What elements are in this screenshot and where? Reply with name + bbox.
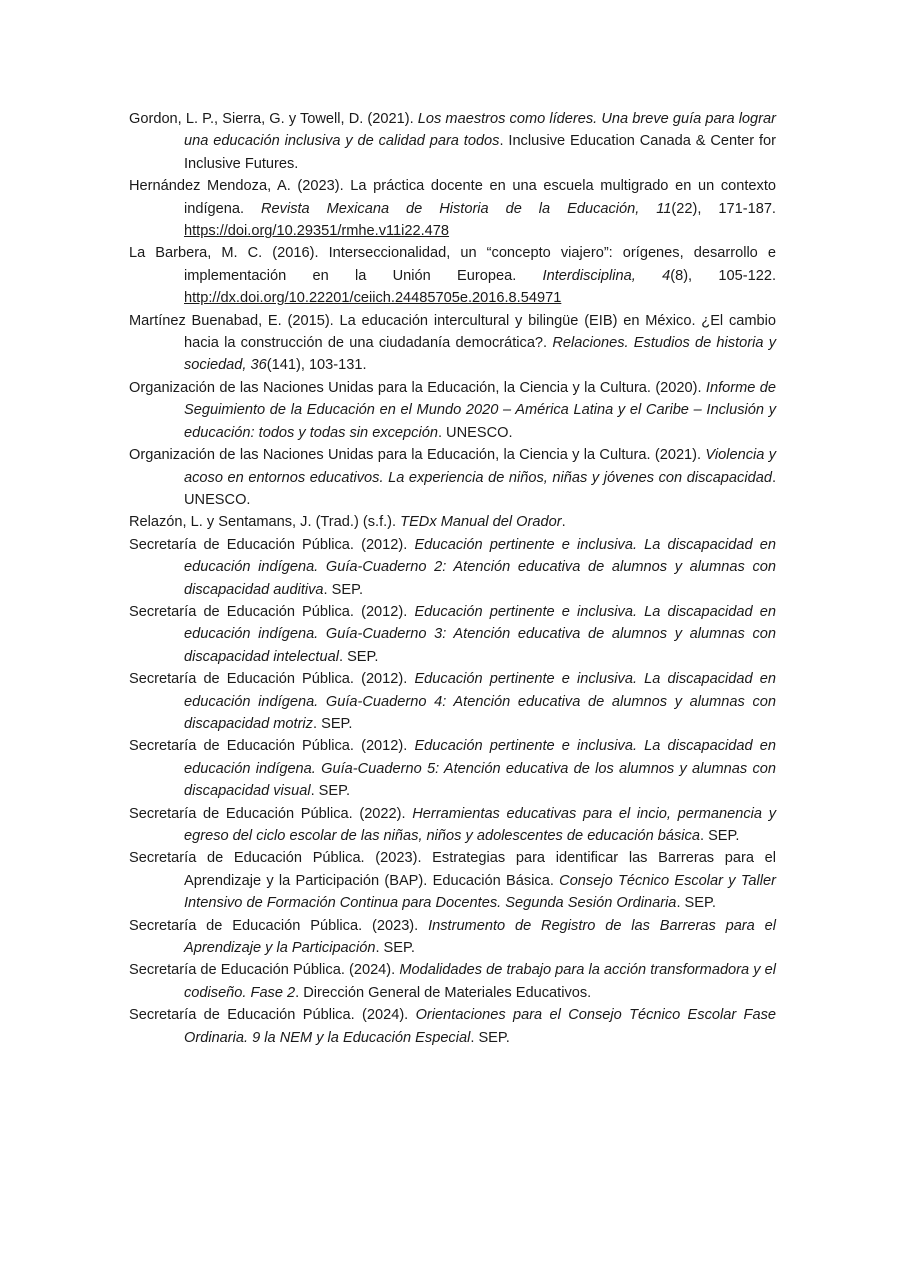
reference-text: Organización de las Naciones Unidas para la Educación, la Ciencia y la Cultura. (2020). bbox=[129, 379, 706, 396]
reference-title: Revista Mexicana de Historia de la Educación, 11 bbox=[261, 200, 672, 217]
reference-text: . UNESCO. bbox=[437, 424, 513, 441]
reference-title: Los maestros como líderes. Una breve guía para lograr una educación inclusiva y de calidad para todos bbox=[184, 111, 776, 150]
reference-title: Orientaciones para el Consejo Técnico Escolar Fase Ordinaria. 9 la NEM y la Educación Especial bbox=[184, 1007, 776, 1046]
reference-text: (141), 103-131. bbox=[266, 357, 367, 374]
reference-title: Consejo Técnico Escolar y Taller Intensivo de Formación Continua para Docentes. Segunda Sesión Ordinaria bbox=[184, 872, 776, 912]
reference-entry bbox=[129, 511, 776, 533]
reference-entry bbox=[129, 444, 776, 511]
reference-title: Educación pertinente e inclusiva. La discapacidad en educación indígena. Guía-Cuaderno 5: Atención educativa de los alumnos y alumnas con discapacidad visual bbox=[184, 738, 776, 800]
reference-text: . Inclusive Education Canada & Center for Inclusive Futures. bbox=[184, 133, 777, 172]
reference-entry bbox=[129, 847, 776, 914]
reference-text: Secretaría de Educación Pública. (2024). bbox=[129, 1007, 416, 1024]
reference-title: TEDx Manual del Orador bbox=[400, 514, 562, 531]
reference-text: Gordon, L. P., Sierra, G. y Towell, D. (2021). bbox=[129, 111, 418, 127]
reference-text: Secretaría de Educación Pública. (2023). Estrategias para identificar las Barreras para el Aprendizaje y la Participación (BAP). Educación Básica. bbox=[129, 850, 776, 889]
reference-entry bbox=[129, 242, 776, 309]
reference-text: Hernández Mendoza, A. (2023). La práctica docente en una escuela multigrado en un contexto indígena. bbox=[129, 178, 776, 217]
reference-text: . SEP. bbox=[323, 581, 364, 598]
reference-entry bbox=[129, 108, 776, 175]
reference-text: . SEP. bbox=[310, 783, 351, 800]
reference-entry bbox=[129, 601, 776, 668]
reference-entry bbox=[129, 175, 776, 242]
reference-title: Interdisciplina, 4 bbox=[542, 267, 671, 284]
reference-entry bbox=[129, 959, 776, 1004]
reference-text: Secretaría de Educación Pública. (2022). bbox=[129, 805, 413, 822]
reference-entry bbox=[129, 668, 776, 735]
reference-text: (22), 171-187. bbox=[671, 200, 776, 217]
reference-entry bbox=[129, 915, 776, 960]
reference-text: . SEP. bbox=[470, 1029, 510, 1046]
reference-entry bbox=[129, 534, 776, 601]
reference-text: La Barbera, M. C. (2016). Interseccionalidad, un “concepto viajero”: orígenes, desarrollo e implementación en la Unión Europea. bbox=[129, 245, 776, 284]
reference-text: Secretaría de Educación Pública. (2012). bbox=[129, 671, 415, 688]
reference-text: Secretaría de Educación Pública. (2023). bbox=[129, 917, 429, 934]
reference-text: . UNESCO. bbox=[184, 469, 776, 508]
reference-title: Modalidades de trabajo para la acción transformadora y el codiseño. Fase 2 bbox=[184, 962, 776, 1001]
reference-text: . Dirección General de Materiales Educativos. bbox=[295, 984, 592, 1001]
reference-text: Relazón, L. y Sentamans, J. (Trad.) (s.f.). bbox=[129, 514, 401, 531]
reference-text: (8), 105-122. bbox=[670, 267, 776, 284]
reference-entry bbox=[129, 803, 776, 848]
reference-title: Instrumento de Registro de las Barreras para el Aprendizaje y la Participación bbox=[184, 917, 776, 957]
reference-title: Violencia y acoso en entornos educativos. La experiencia de niños, niñas y jóvenes con discapacidad bbox=[184, 447, 776, 486]
reference-text: Secretaría de Educación Pública. (2012). bbox=[129, 536, 415, 553]
reference-link[interactable]: http://dx.doi.org/10.22201/ceiich.24485705e.2016.8.54971 bbox=[184, 290, 562, 307]
reference-entry bbox=[129, 1004, 776, 1049]
reference-entry bbox=[129, 735, 776, 802]
reference-text: Organización de las Naciones Unidas para la Educación, la Ciencia y la Cultura. (2021). bbox=[129, 447, 706, 464]
reference-list bbox=[129, 108, 776, 1049]
reference-title: Herramientas educativas para el incio, permanencia y egreso del ciclo escolar de las niñas, niños y adolescentes de educación básica bbox=[184, 805, 776, 844]
reference-title: Educación pertinente e inclusiva. La discapacidad en educación indígena. Guía-Cuaderno 4: Atención educativa de alumnos y alumnas con discapacidad motriz bbox=[184, 671, 776, 732]
reference-entry bbox=[129, 377, 776, 444]
reference-text: . SEP. bbox=[375, 940, 415, 957]
reference-text: Secretaría de Educación Pública. (2024). bbox=[129, 962, 400, 979]
reference-title: Informe de Seguimiento de la Educación en el Mundo 2020 – América Latina y el Caribe – Inclusión y educación: todos y todas sin excepción bbox=[184, 379, 776, 441]
reference-text: . bbox=[561, 514, 566, 531]
reference-title: Educación pertinente e inclusiva. La discapacidad en educación indígena. Guía-Cuaderno 2: Atención educativa de alumnos y alumnas con discapacidad auditiva bbox=[184, 536, 776, 598]
reference-text: Secretaría de Educación Pública. (2012). bbox=[129, 603, 415, 620]
reference-entry bbox=[129, 310, 776, 377]
reference-text: . SEP. bbox=[312, 715, 353, 732]
reference-text: . SEP. bbox=[676, 895, 716, 912]
reference-text: . SEP. bbox=[699, 828, 740, 844]
reference-text: Martínez Buenabad, E. (2015). La educación intercultural y bilingüe (EIB) en México. ¿El cambio hacia la construcción de una ciudadanía democrática?. bbox=[129, 312, 776, 352]
reference-link[interactable]: https://doi.org/10.29351/rmhe.v11i22.478 bbox=[184, 223, 450, 240]
reference-title: Relaciones. Estudios de historia y sociedad, 36 bbox=[184, 335, 776, 374]
reference-text: . SEP. bbox=[338, 648, 379, 665]
reference-title: Educación pertinente e inclusiva. La discapacidad en educación indígena. Guía-Cuaderno 3: Atención educativa de alumnos y alumnas con discapacidad intelectual bbox=[184, 603, 776, 665]
reference-text: Secretaría de Educación Pública. (2012). bbox=[129, 738, 415, 755]
